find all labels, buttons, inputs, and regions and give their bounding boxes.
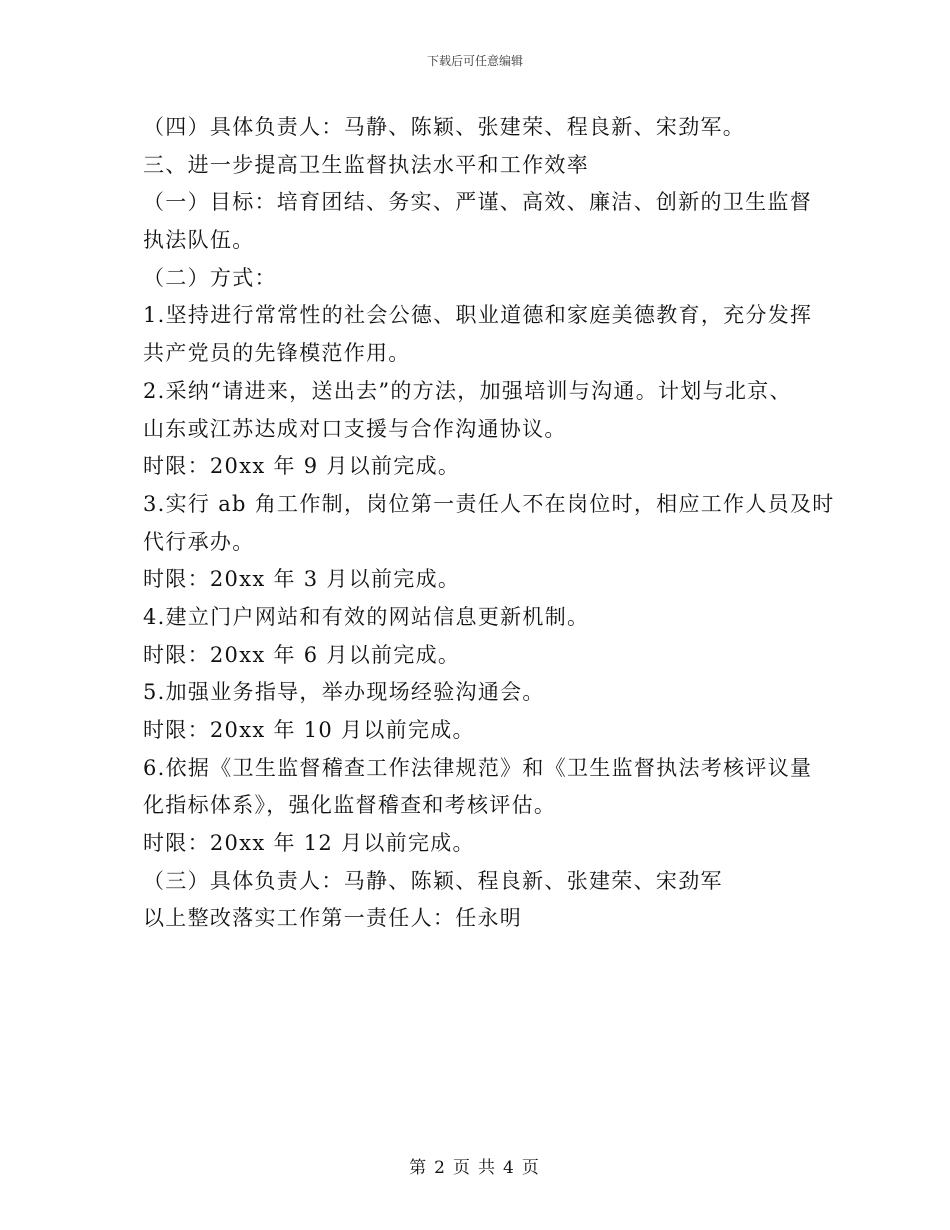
deadline-line: 时限：20xx 年 9 月以前完成。 [143,454,461,479]
deadline-line: 时限：20xx 年 12 月以前完成。 [143,831,475,856]
footer-page-mid: 页 [453,1158,472,1178]
deadline-line: 时限：20xx 年 10 月以前完成。 [143,718,475,742]
page-number-footer [0,1153,950,1178]
page-header: 下载后可任意编辑 [426,54,523,68]
paragraph-line: （四）具体负责人：马静、陈颖、张建荣、程良新、宋劲军。 [143,115,746,139]
paragraph-line: 执法队伍。 [143,228,255,253]
footer-page-current: 2 [434,1158,447,1178]
paragraph-line: 1.坚持进行常常性的社会公德、职业道德和家庭美德教育，充分发挥 [143,303,813,328]
paragraph-line: 共产党员的先锋模范作用。 [143,341,411,366]
paragraph-line: 5.加强业务指导，举办现场经验沟通会。 [143,680,545,705]
deadline-line: 时限：20xx 年 6 月以前完成。 [143,642,461,667]
footer-page-total: 4 [503,1158,516,1178]
footer-total-word: 共 [478,1158,497,1178]
paragraph-line: 代行承办。 [143,529,255,554]
section-heading: 三、进一步提高卫生监督执法水平和工作效率 [143,152,589,177]
document-body [143,109,835,938]
paragraph-line: （一）目标：培育团结、务实、严谨、高效、廉洁、创新的卫生监督 [143,190,812,215]
paragraph-line: 6.依据《卫生监督稽查工作法律规范》和《卫生监督执法考核评议量 [143,755,813,780]
paragraph-line: （三）具体负责人：马静、陈颖、程良新、张建荣、宋劲军 [143,868,723,893]
paragraph-line: （二）方式： [143,265,277,290]
paragraph-line: 化指标体系》，强化监督稽查和考核评估。 [143,793,557,818]
footer-page-word: 第 [409,1158,429,1178]
paragraph-line: 以上整改落实工作第一责任人：任永明 [143,906,523,931]
paragraph-line: 山东或江苏达成对口支援与合作沟通协议。 [143,416,567,441]
paragraph-line: 3.实行 ab 角工作制，岗位第一责任人不在岗位时，相应工作人员及时 [143,491,835,516]
footer-page-end: 页 [521,1158,541,1178]
paragraph-line: 4.建立门户网站和有效的网站信息更新机制。 [143,604,590,629]
paragraph-line: 2.采纳“请进来，送出去”的方法，加强培训与沟通。计划与北京、 [143,378,792,403]
deadline-line: 时限：20xx 年 3 月以前完成。 [143,567,461,592]
